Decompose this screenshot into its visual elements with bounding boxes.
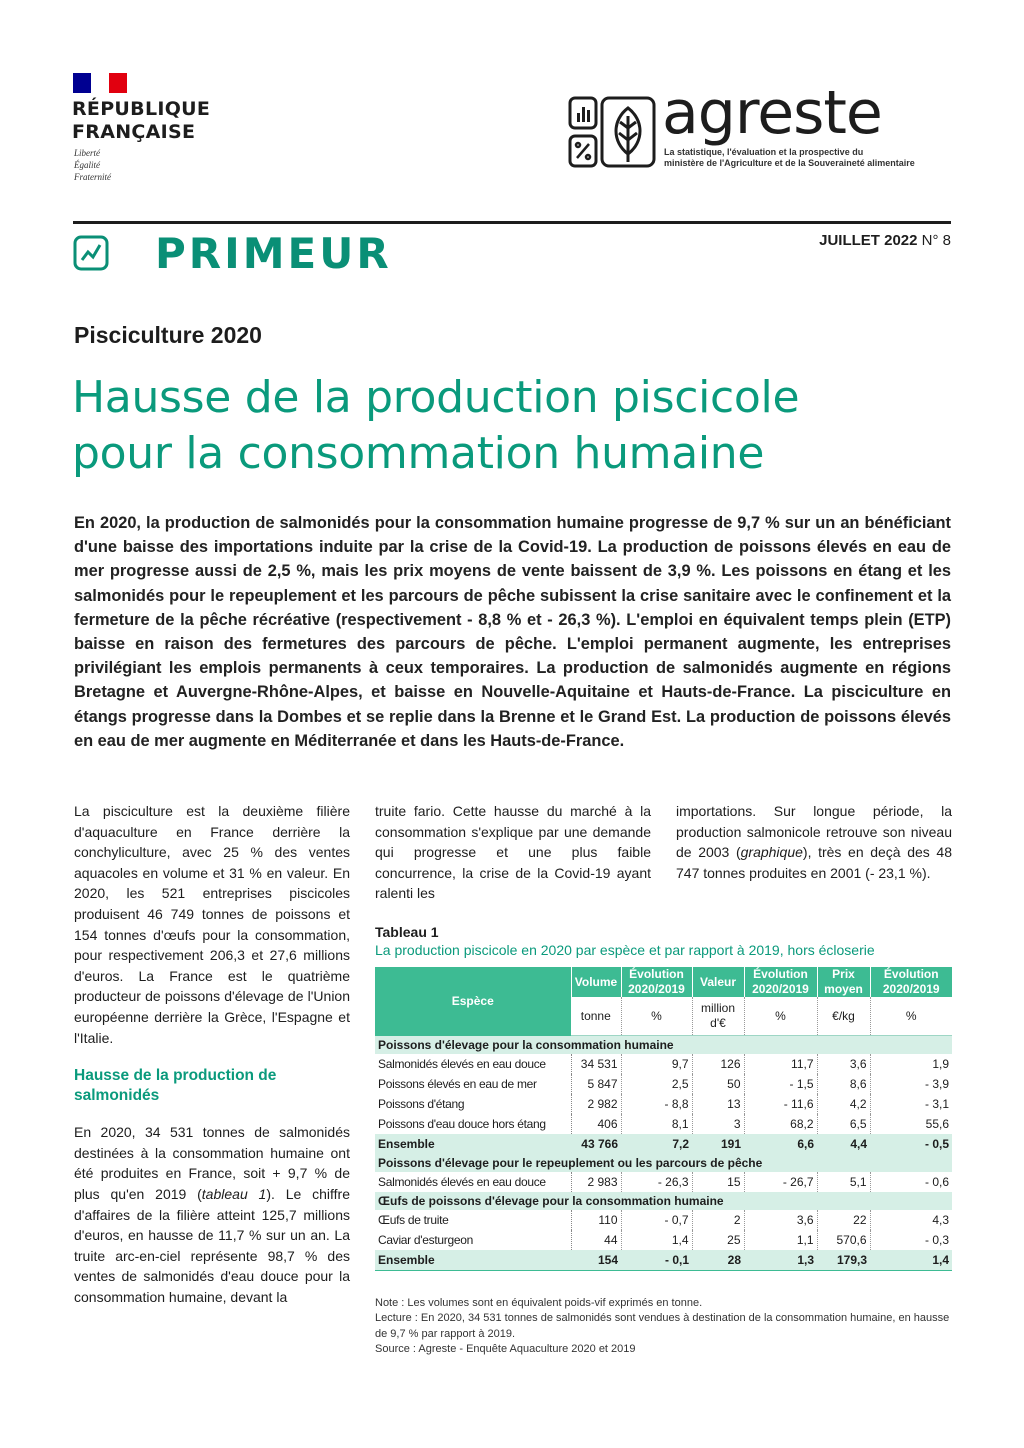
paragraph: La pisciculture est la deuxième filière d'aquaculture en France derrière la conchyliculture, avec 25 % des ventes aquacoles en volume et 31 % en valeur. En 2020, les 521 entreprises piscicoles produisent 46 749 tonnes de poissons et 154 tonnes d'œufs pour la consommation, pour respectivement 206,3 et 27,6 millions d'euros. La France est le quatrième producteur de poissons d'élevage de l'Union européenne derrière la Grèce, l'Espagne et l'Italie. [74, 803, 350, 1046]
unit-cell: tonne [571, 997, 621, 1036]
table-total-row: Ensemble 154 - 0,1 28 1,3 179,3 1,4 [375, 1250, 952, 1271]
text-column-2 [375, 801, 651, 915]
table-total-row: Ensemble 43 766 7,2 191 6,6 4,4 - 0,5 [375, 1134, 952, 1154]
paragraph: importations. Sur longue période, la production salmonicole retrouve son niveau de 2003 (graphique), très en deçà des 48 747 tonnes produites en 2001 (- 23,1 %). [676, 803, 952, 881]
chart-icon [577, 107, 590, 122]
issue-date: JUILLET 2022 N° 8 [819, 232, 951, 249]
article-lead: En 2020, la production de salmonidés pour la consommation humaine progresse de 9,7 % sur un an bénéficiant d'une baisse des importations induite par la crise de la Covid-19. La production de poissons élevés en eau de mer progresse aussi de 2,5 %, mais les prix moyens de vente baissent de 3,9 %. Les poissons en étang et les salmonidés pour le repeuplement et les parcours de pêche subissent la crise sanitaire avec le confinement et la fermeture de la pêche récréative (respectivement - 8,8 % et - 26,3 %). L'emploi en équivalent temps plein (ETP) baisse en raison des fermetures des parcours de pêche. L'emploi permanent augmente, les entreprises privilégiant les emplois permanents à ceux temporaires. La production de salmonidés augmente en régions Bretagne et Auvergne-Rhône-Alpes, et baisse en Nouvelle-Aquitaine et Hauts-de-France. La pisciculture en étangs progresse dans la Dombes et se replie dans la Brenne et le Grand Est. La production de poissons élevés en eau de mer augmente en Méditerranée et dans les Hauts-de-France. [74, 514, 951, 750]
table-row: Salmonidés élevés en eau douce 34 531 9,7 126 11,7 3,6 1,9 [375, 1054, 952, 1074]
table-row: Poissons d'étang 2 982 - 8,8 13 - 11,6 4,2 - 3,1 [375, 1094, 952, 1114]
leaf-icon [616, 108, 640, 162]
unit-cell: % [744, 997, 817, 1036]
section-heading: Hausse de la production de salmonidés [74, 1067, 277, 1105]
unit-cell: % [621, 997, 692, 1036]
republic-motto: Liberté Égalité Fraternité [74, 148, 111, 182]
paragraph: En 2020, 34 531 tonnes de salmonidés destinées à la consommation humaine ont été produites en France, soit + 9,7 % de plus qu'en 2019 (tableau 1). Le chiffre d'affaires de la filière atteint 125,7 millions d'euros, en hausse de 11,7 % sur un an. La truite arc-en-ciel représente 98,7 % des ventes de salmonidés d'eau douce pour la consommation humaine, devant la [74, 1124, 350, 1305]
header-rule [73, 221, 951, 224]
column-header: Évolution 2020/2019 [870, 967, 952, 997]
table-caption: La production piscicole en 2020 par espèce et par rapport à 2019, hors écloserie [375, 942, 875, 958]
marianne-flag [73, 73, 127, 93]
column-header: Volume [571, 967, 621, 997]
series-title: PRIMEUR [155, 229, 392, 278]
column-header: Prix moyen [817, 967, 870, 997]
table-reading: Lecture : En 2020, 34 531 tonnes de salmonidés sont vendues à destination de la consommation humaine, en hausse de 9,7 % par rapport à 2019. [375, 1312, 950, 1340]
unit-cell: €/kg [817, 997, 870, 1036]
table-notes [375, 1296, 953, 1358]
unit-cell: million d'€ [692, 997, 744, 1036]
column-header: Évolution 2020/2019 [744, 967, 817, 997]
column-header: Espèce [375, 967, 571, 1036]
paragraph: truite fario. Cette hausse du marché à la consommation s'explique par une demande qui progresse et une plus faible concurrence, la crise de la Covid-19 ayant ralenti les [375, 803, 651, 902]
table-section-row: Œufs de poissons d'élevage pour la consommation humaine [375, 1192, 952, 1210]
article-kicker: Pisciculture 2020 [74, 322, 262, 348]
production-table [375, 967, 952, 1271]
column-header: Évolution 2020/2019 [621, 967, 692, 997]
article-title: Hausse de la production piscicole pour la consommation humaine [72, 372, 800, 479]
table-section-row: Poissons d'élevage pour le repeuplement ou les parcours de pêche [375, 1154, 952, 1172]
table-label: Tableau 1 [375, 924, 439, 940]
column-header: Valeur [692, 967, 744, 997]
table-row: Poissons élevés en eau de mer 5 847 2,5 50 - 1,5 8,6 - 3,9 [375, 1074, 952, 1094]
text-column-3 [676, 801, 952, 894]
agreste-brand: agreste [662, 78, 882, 148]
table-row: Salmonidés élevés en eau douce 2 983 - 26,3 15 - 26,7 5,1 - 0,6 [375, 1172, 952, 1192]
table-note: Note : Les volumes sont en équivalent poids-vif exprimés en tonne. [375, 1297, 703, 1309]
agreste-tagline: La statistique, l'évaluation et la prospective du ministère de l'Agriculture et de la Souveraineté alimentaire [664, 147, 915, 168]
table-row: Caviar d'esturgeon 44 1,4 25 1,1 570,6 - 0,3 [375, 1230, 952, 1250]
table-row: Œufs de truite 110 - 0,7 2 3,6 22 4,3 [375, 1210, 952, 1230]
republique-francaise-logo: RÉPUBLIQUE FRANÇAISE [72, 98, 211, 143]
unit-cell: % [870, 997, 952, 1036]
percent-icon [576, 143, 590, 159]
text-column-1 [74, 801, 350, 1318]
primeur-chart-icon [73, 235, 109, 271]
table-header-row [375, 967, 952, 997]
table-source: Source : Agreste - Enquête Aquaculture 2020 et 2019 [375, 1343, 636, 1356]
agreste-logo-icon [568, 96, 656, 168]
table-section-row: Poissons d'élevage pour la consommation humaine [375, 1036, 952, 1055]
table-row: Poissons d'eau douce hors étang 406 8,1 3 68,2 6,5 55,6 [375, 1114, 952, 1134]
